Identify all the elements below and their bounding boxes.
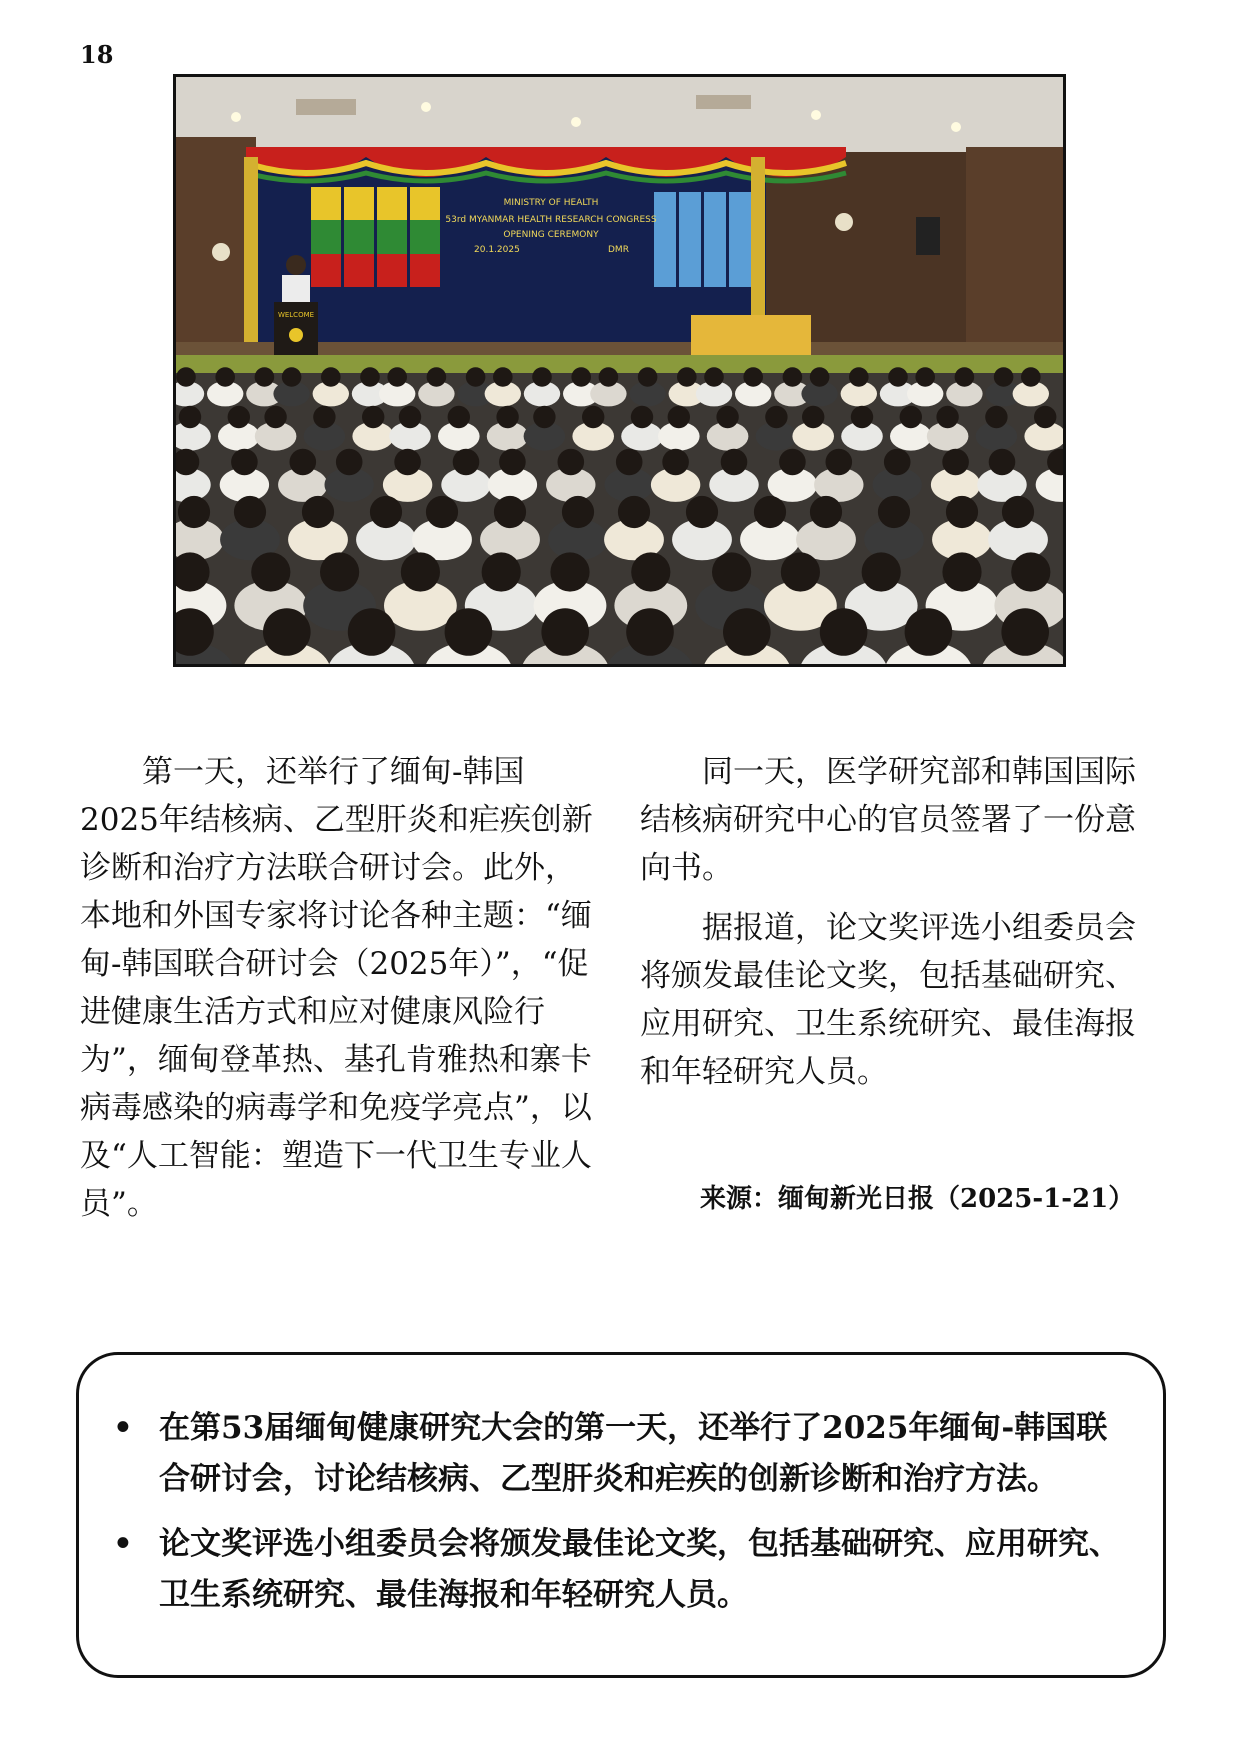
podium-text: WELCOME: [277, 311, 315, 319]
summary-item-text: 在第53届缅甸健康研究大会的第一天，还举行了2025年缅甸-韩国联合研讨会，讨论结核病、乙型肝炎和疟疾的创新诊断和治疗方法。: [159, 1410, 1108, 1497]
summary-item: [113, 1519, 1135, 1621]
left-paragraph: 第一天，还举行了缅甸-韩国2025年结核病、乙型肝炎和疟疾创新诊断和治疗方法联合研讨会。此外，本地和外国专家将讨论各种主题：“缅甸-韩国联合研讨会（2025年）”，“促进健康生活方式和应对健康风险行为”，缅甸登革热、基孔肯雅热和寨卡病毒感染的病毒学和免疫学亮点”，以及“人工智能：塑造下一代卫生专业人员”。: [80, 754, 593, 1222]
bullet-symbol: •: [113, 1526, 133, 1562]
news-source: 来源：缅甸新光日报（2025-1-21）: [700, 1184, 1135, 1214]
article-left-column: [80, 748, 600, 1228]
summary-item: [113, 1403, 1135, 1505]
banner-line-3: OPENING CEREMONY: [503, 230, 599, 240]
right-paragraph-1: 同一天，医学研究部和韩国国际结核病研究中心的官员签署了一份意向书。: [640, 754, 1136, 886]
summary-box: [76, 1352, 1166, 1678]
article-right-column: [640, 748, 1160, 1096]
conference-photo: [173, 74, 1066, 667]
banner-date: 20.1.2025: [474, 245, 520, 255]
bullet-symbol: •: [113, 1410, 133, 1446]
right-paragraph-2: 据报道，论文奖评选小组委员会将颁发最佳论文奖，包括基础研究、应用研究、卫生系统研究、最佳海报和年轻研究人员。: [640, 910, 1136, 1090]
banner-line-1: MINISTRY OF HEALTH: [503, 198, 599, 208]
banner-org: DMR: [608, 245, 629, 255]
page-number: 18: [80, 40, 114, 69]
summary-item-text: 论文奖评选小组委员会将颁发最佳论文奖，包括基础研究、应用研究、卫生系统研究、最佳海报和年轻研究人员。: [159, 1526, 1120, 1613]
summary-list: [113, 1403, 1135, 1635]
banner-line-2: 53rd MYANMAR HEALTH RESEARCH CONGRESS: [445, 215, 657, 225]
